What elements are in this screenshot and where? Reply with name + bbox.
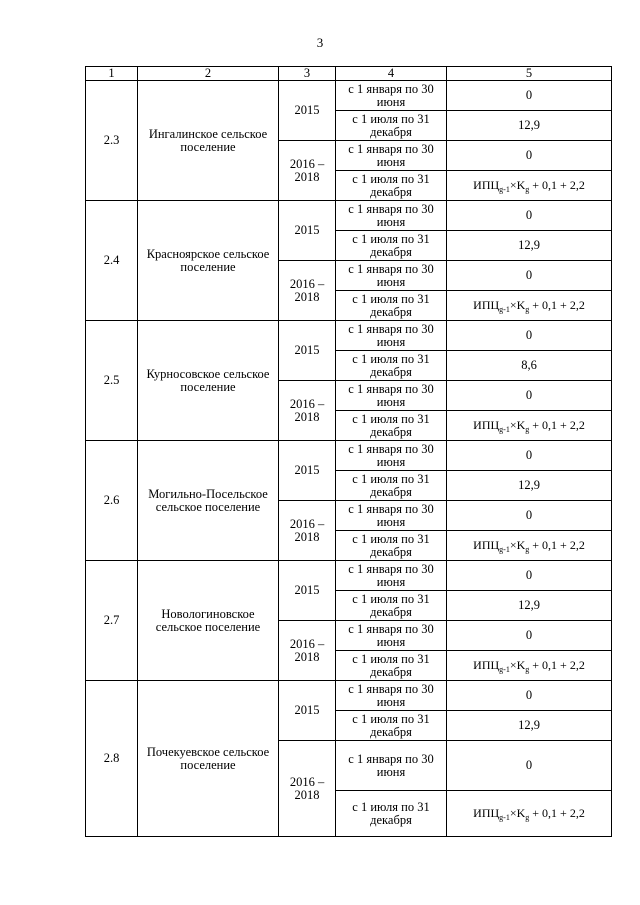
formula-part: + 0,1 + 2,2 xyxy=(529,418,585,432)
value-cell: 0 xyxy=(447,81,612,111)
period-cell: с 1 июля по 31 декабря xyxy=(336,591,447,621)
period-cell: с 1 января по 30 июня xyxy=(336,561,447,591)
year-cell: 2016 – 2018 xyxy=(279,261,336,321)
formula-part: ×K xyxy=(509,298,526,312)
table-row xyxy=(86,441,612,471)
table-row xyxy=(86,201,612,231)
settlement-name: Новологиновское сельское поселение xyxy=(138,561,279,681)
period-cell: с 1 июля по 31 декабря xyxy=(336,531,447,561)
period-cell: с 1 января по 30 июня xyxy=(336,81,447,111)
period-cell: с 1 января по 30 июня xyxy=(336,261,447,291)
value-cell: 12,9 xyxy=(447,711,612,741)
header-cell: 2 xyxy=(138,67,279,81)
formula-part: g-1 xyxy=(499,665,510,674)
formula-cell xyxy=(447,651,612,681)
formula-part: g-1 xyxy=(499,305,510,314)
formula-part: g-1 xyxy=(499,425,510,434)
period-cell: с 1 января по 30 июня xyxy=(336,501,447,531)
year-cell: 2016 – 2018 xyxy=(279,381,336,441)
formula-part: ×K xyxy=(509,658,526,672)
year-cell: 2015 xyxy=(279,561,336,621)
table-row xyxy=(86,681,612,711)
year-cell: 2016 – 2018 xyxy=(279,741,336,837)
period-cell: с 1 января по 30 июня xyxy=(336,441,447,471)
item-number: 2.8 xyxy=(86,681,138,837)
period-cell: с 1 июля по 31 декабря xyxy=(336,351,447,381)
table-row xyxy=(86,321,612,351)
item-number: 2.7 xyxy=(86,561,138,681)
value-cell: 12,9 xyxy=(447,111,612,141)
formula-cell xyxy=(447,171,612,201)
formula-part: ИПЦ xyxy=(473,658,500,672)
value-cell: 0 xyxy=(447,321,612,351)
item-number: 2.3 xyxy=(86,81,138,201)
value-cell: 0 xyxy=(447,741,612,791)
item-number: 2.4 xyxy=(86,201,138,321)
table-row xyxy=(86,81,612,111)
header-cell: 1 xyxy=(86,67,138,81)
formula-part: ×K xyxy=(509,538,526,552)
period-cell: с 1 июля по 31 декабря xyxy=(336,291,447,321)
formula-part: g xyxy=(525,305,530,314)
formula-part: + 0,1 + 2,2 xyxy=(529,538,585,552)
formula-part: ИПЦ xyxy=(473,298,500,312)
period-cell: с 1 января по 30 июня xyxy=(336,621,447,651)
formula-part: ИПЦ xyxy=(473,538,500,552)
year-cell: 2016 – 2018 xyxy=(279,621,336,681)
year-cell: 2015 xyxy=(279,441,336,501)
period-cell: с 1 января по 30 июня xyxy=(336,201,447,231)
value-cell: 0 xyxy=(447,621,612,651)
formula-cell xyxy=(447,291,612,321)
period-cell: с 1 июля по 31 декабря xyxy=(336,411,447,441)
settlement-name: Курносовское сельское поселение xyxy=(138,321,279,441)
formula-part: ×K xyxy=(509,418,526,432)
period-cell: с 1 июля по 31 декабря xyxy=(336,471,447,501)
formula-part: g xyxy=(525,813,530,822)
header-cell: 4 xyxy=(336,67,447,81)
period-cell: с 1 июля по 31 декабря xyxy=(336,171,447,201)
period-cell: с 1 июля по 31 декабря xyxy=(336,711,447,741)
formula-part: ИПЦ xyxy=(473,806,500,820)
formula-part: g-1 xyxy=(499,813,510,822)
year-cell: 2015 xyxy=(279,321,336,381)
period-cell: с 1 января по 30 июня xyxy=(336,741,447,791)
settlement-name: Ингалинское сельское поселение xyxy=(138,81,279,201)
formula-part: ИПЦ xyxy=(473,418,500,432)
value-cell: 8,6 xyxy=(447,351,612,381)
item-number: 2.5 xyxy=(86,321,138,441)
year-cell: 2016 – 2018 xyxy=(279,501,336,561)
value-cell: 12,9 xyxy=(447,591,612,621)
value-cell: 12,9 xyxy=(447,231,612,261)
header-row xyxy=(86,67,612,81)
formula-cell xyxy=(447,531,612,561)
tariff-table xyxy=(85,66,612,837)
table-row xyxy=(86,561,612,591)
period-cell: с 1 июля по 31 декабря xyxy=(336,231,447,261)
year-cell: 2015 xyxy=(279,81,336,141)
settlement-name: Могильно-Посельское сельское поселение xyxy=(138,441,279,561)
period-cell: с 1 января по 30 июня xyxy=(336,141,447,171)
settlement-name: Красноярское сельское поселение xyxy=(138,201,279,321)
value-cell: 0 xyxy=(447,381,612,411)
settlement-name: Почекуевское сельское поселение xyxy=(138,681,279,837)
formula-part: g xyxy=(525,545,530,554)
page-number: 3 xyxy=(316,35,324,50)
year-cell: 2015 xyxy=(279,681,336,741)
formula-part: g xyxy=(525,185,530,194)
period-cell: с 1 июля по 31 декабря xyxy=(336,651,447,681)
formula-cell xyxy=(447,791,612,837)
period-cell: с 1 января по 30 июня xyxy=(336,321,447,351)
formula-cell xyxy=(447,411,612,441)
formula-part: g-1 xyxy=(499,545,510,554)
formula-part: + 0,1 + 2,2 xyxy=(529,806,585,820)
formula-part: + 0,1 + 2,2 xyxy=(529,298,585,312)
formula-part: ИПЦ xyxy=(473,178,500,192)
period-cell: с 1 января по 30 июня xyxy=(336,681,447,711)
value-cell: 0 xyxy=(447,681,612,711)
value-cell: 12,9 xyxy=(447,471,612,501)
formula-part: + 0,1 + 2,2 xyxy=(529,178,585,192)
period-cell: с 1 июля по 31 декабря xyxy=(336,791,447,837)
year-cell: 2015 xyxy=(279,201,336,261)
header-cell: 3 xyxy=(279,67,336,81)
value-cell: 0 xyxy=(447,501,612,531)
value-cell: 0 xyxy=(447,561,612,591)
value-cell: 0 xyxy=(447,441,612,471)
value-cell: 0 xyxy=(447,141,612,171)
formula-part: g-1 xyxy=(499,185,510,194)
header-cell: 5 xyxy=(447,67,612,81)
item-number: 2.6 xyxy=(86,441,138,561)
year-cell: 2016 – 2018 xyxy=(279,141,336,201)
formula-part: g xyxy=(525,665,530,674)
period-cell: с 1 января по 30 июня xyxy=(336,381,447,411)
formula-part: g xyxy=(525,425,530,434)
value-cell: 0 xyxy=(447,201,612,231)
value-cell: 0 xyxy=(447,261,612,291)
formula-part: ×K xyxy=(509,806,526,820)
period-cell: с 1 июля по 31 декабря xyxy=(336,111,447,141)
formula-part: + 0,1 + 2,2 xyxy=(529,658,585,672)
formula-part: ×K xyxy=(509,178,526,192)
